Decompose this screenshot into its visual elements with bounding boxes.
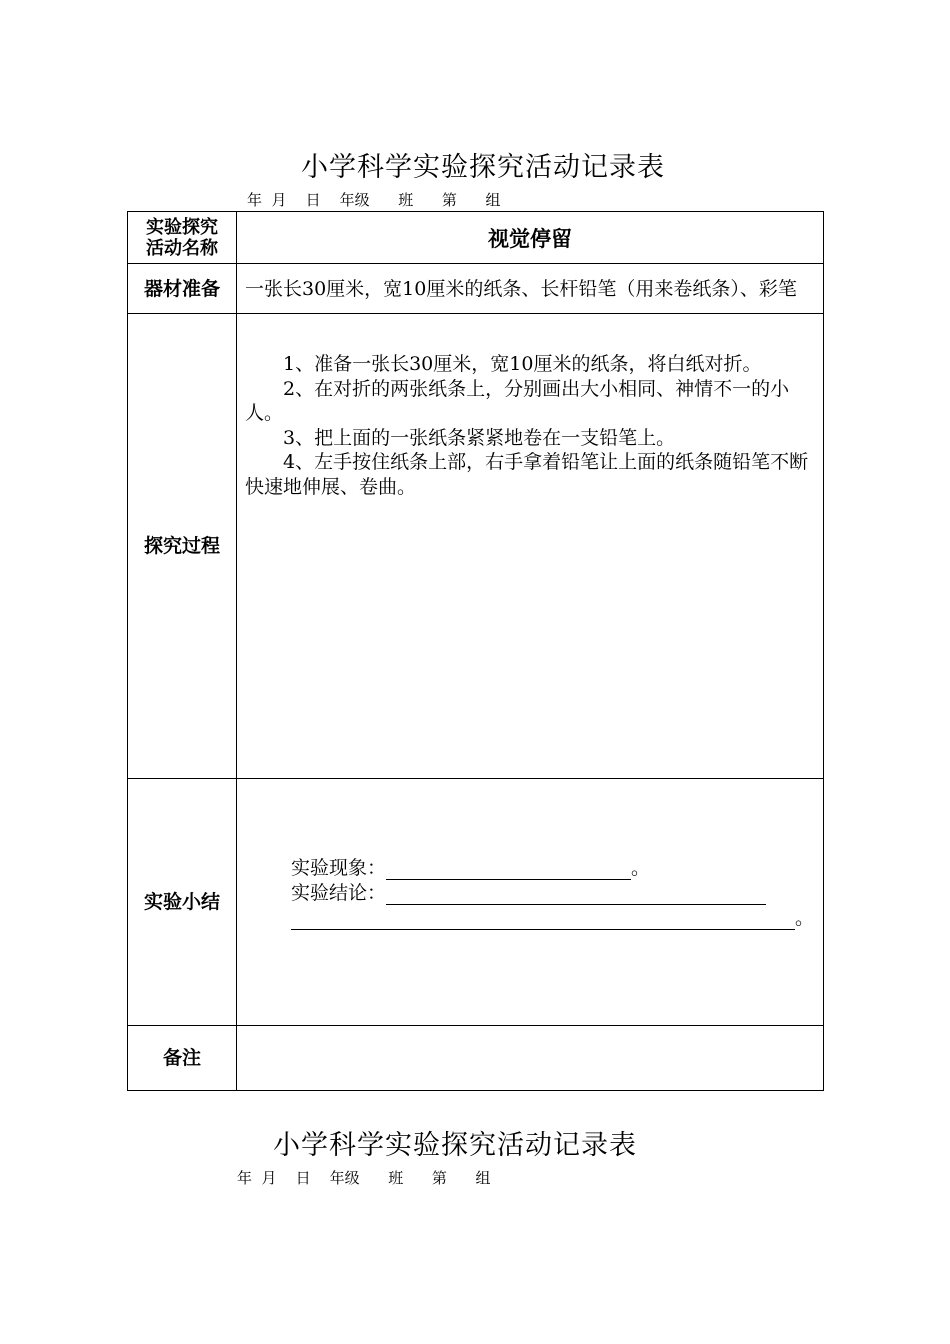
conclusion-label: 实验结论：	[291, 882, 387, 904]
page-title: 小学科学实验探究活动记录表	[301, 152, 665, 183]
activity-label-line-2: 活动名称	[146, 237, 218, 259]
activity-name: 视觉停留	[237, 212, 824, 264]
process-label: 探究过程	[128, 314, 237, 779]
process-step-1: 1、准备一张长30厘米，宽10厘米的纸条，将白纸对折。	[283, 353, 762, 375]
second-page-title: 小学科学实验探究活动记录表	[273, 1130, 637, 1161]
process-step-3: 3、把上面的一张纸条紧紧地卷在一支铅笔上。	[283, 426, 676, 449]
summary-content	[237, 779, 824, 1026]
process-content	[237, 314, 824, 779]
record-table	[127, 211, 824, 1091]
phenomenon-end: 。	[631, 857, 651, 879]
notes-content[interactable]	[237, 1026, 824, 1091]
notes-label: 备注	[128, 1026, 237, 1091]
second-date-line: 年 月 日 年级 班 第 组	[237, 1169, 491, 1187]
activity-label	[128, 212, 237, 264]
date-line: 年 月 日 年级 班 第 组	[247, 191, 501, 209]
conclusion-end: 。	[795, 907, 815, 929]
phenomenon-blank[interactable]	[386, 857, 631, 880]
phenomenon-label: 实验现象：	[291, 857, 387, 879]
conclusion-blank-2[interactable]	[291, 907, 795, 930]
summary-label: 实验小结	[128, 779, 237, 1026]
process-row	[128, 314, 824, 779]
conclusion-blank[interactable]	[386, 882, 766, 905]
phenomenon-line	[291, 853, 650, 880]
notes-row	[128, 1026, 824, 1091]
summary-row	[128, 779, 824, 1026]
materials-row	[128, 264, 824, 314]
activity-row	[128, 212, 824, 264]
process-step-4: 4、左手按住纸条上部，右手拿着铅笔让上面的纸条随铅笔不断快速地伸展、卷曲。	[245, 451, 809, 498]
conclusion-line-2	[291, 903, 814, 930]
materials-text: 一张长30厘米，宽10厘米的纸条、长杆铅笔（用来卷纸条）、彩笔	[237, 264, 824, 314]
materials-label: 器材准备	[128, 264, 237, 314]
activity-label-line-1: 实验探究	[146, 216, 218, 238]
process-step-2: 2、在对折的两张纸条上，分别画出大小相同、神情不一的小人。	[245, 377, 790, 424]
conclusion-line	[291, 878, 766, 905]
